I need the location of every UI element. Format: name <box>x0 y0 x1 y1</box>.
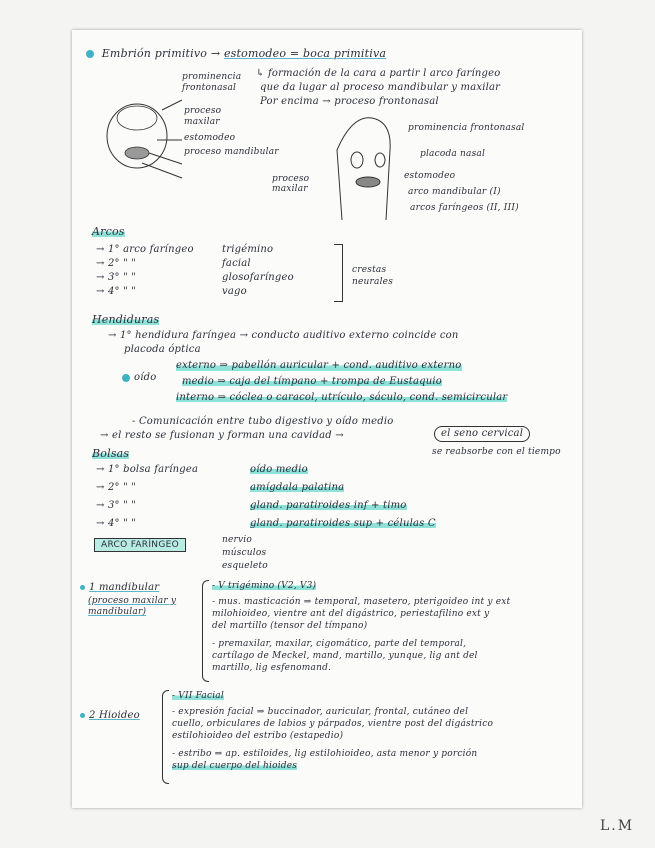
arco1-line-2: - mus. masticación ⇒ temporal, masetero, pterigoideo int y ext <box>212 597 511 607</box>
diag2-left-label: proceso maxilar <box>272 174 310 194</box>
diag1-label-2: proceso maxilar <box>184 106 222 127</box>
bolsas-row-4-left: → 4° " " <box>96 518 137 529</box>
diag2-label-5: arcos faríngeos (II, III) <box>410 203 519 213</box>
bolsas-row-2-left: → 2° " " <box>96 482 137 493</box>
arco1-title: 1 mandibular <box>80 582 159 594</box>
arco2-title: 2 Hioideo <box>80 710 140 722</box>
title-eq: estomodeo = boca primitiva <box>223 47 387 60</box>
seno-cervical-oval: el seno cervical <box>434 426 530 442</box>
oido-item-2: medio ⇒ caja del tímpano + trompa de Eustaquio <box>182 376 442 387</box>
signature: L.M <box>600 818 635 834</box>
arco1-line-5: - premaxilar, maxilar, cigomático, parte del temporal, <box>212 639 467 649</box>
title-line <box>86 48 386 60</box>
diag2-label-3: estomodeo <box>404 171 456 181</box>
intro-line-2: que da lugar al proceso mandibular y maxilar <box>260 82 501 93</box>
bolsas-row-1-right: oído medio <box>250 464 308 475</box>
notes-sheet <box>72 30 582 808</box>
embryo-side-diagram <box>312 110 412 230</box>
af-item-3: esqueleto <box>222 561 268 571</box>
arcos-row-2-right: facial <box>222 258 251 269</box>
bullet-icon <box>86 50 94 58</box>
arco2-line-4: estilohioideo del estribo (estapedio) <box>172 731 344 741</box>
arco-faringeo-box: ARCO FARÍNGEO <box>94 538 186 552</box>
diag1-label-3: estomodeo <box>184 133 236 143</box>
diag1-label-1: prominencia frontonasal <box>182 72 242 93</box>
arco2-line-2: - expresión facial ⇒ buccinador, auricular, frontal, cutáneo del <box>172 707 469 717</box>
arcos-row-4-right: vago <box>222 286 247 297</box>
arcos-row-4-left: → 4° " " <box>96 286 137 297</box>
bullet-icon <box>80 713 85 718</box>
bolsas-row-3-left: → 3° " " <box>96 500 137 511</box>
diag1-label-4: proceso mandibular <box>184 147 279 157</box>
arco1-bracket <box>202 580 209 682</box>
arco2-line-1: - VII Facial <box>172 691 224 701</box>
reabsorbe-line: se reabsorbe con el tiempo <box>432 447 561 457</box>
bullet-icon <box>80 585 85 590</box>
arco2-bracket <box>162 690 169 784</box>
arcos-row-3-right: glosofaríngeo <box>222 272 294 283</box>
title-text: Embrión primitivo <box>101 47 208 60</box>
arco1-line-1: - V trigémino (V2, V3) <box>212 581 317 591</box>
arco1-line-4: del martillo (tensor del tímpano) <box>212 621 368 631</box>
bolsas-row-1-left: → 1° bolsa faríngea <box>96 464 199 475</box>
arcos-bracket <box>334 244 343 302</box>
hendiduras-heading: Hendiduras <box>92 313 160 326</box>
af-item-1: nervio <box>222 535 253 545</box>
comunicacion-line: - Comunicación entre tubo digestivo y oído medio <box>132 416 394 427</box>
arco2-line-6: sup del cuerpo del hioides <box>172 761 298 771</box>
arco1-sub: (proceso maxilar y mandibular) <box>88 596 177 617</box>
bolsas-row-2-right: amígdala palatina <box>250 482 345 493</box>
arcos-row-1-right: trigémino <box>222 244 274 255</box>
diag2-label-1: prominencia frontonasal <box>408 123 525 133</box>
resto-line: → el resto se fusionan y forman una cavidad → <box>100 430 344 441</box>
arco2-line-5: - estribo ⇒ ap. estiloides, lig estilohioideo, asta menor y porción <box>172 749 478 759</box>
bolsas-row-3-right: gland. paratiroides inf + timo <box>250 500 407 511</box>
arcos-row-1-left: → 1° arco faríngeo <box>96 244 194 255</box>
arrow-icon: → <box>210 47 221 60</box>
arcos-row-3-left: → 3° " " <box>96 272 137 283</box>
arcos-heading: Arcos <box>92 225 125 238</box>
hend-line-1: → 1° hendidura faríngea → conducto auditivo externo coincide con <box>108 330 459 341</box>
arco2-line-3: cuello, orbiculares de labios y párpados, vientre post del digástrico <box>172 719 494 729</box>
oido-item-3: interno ⇒ cóclea o caracol, utrículo, sáculo, cond. semicircular <box>176 392 508 403</box>
arcos-bracket-label: crestas neurales <box>352 265 394 287</box>
af-item-2: músculos <box>222 548 267 558</box>
arco1-line-3: milohioideo, vientre ant del digástrico, periestafilino ext y <box>212 609 490 619</box>
oido-label: oído <box>122 372 156 384</box>
arco1-line-7: martillo, lig esfenomand. <box>212 663 332 673</box>
arcos-row-2-left: → 2° " " <box>96 258 137 269</box>
bullet-icon <box>122 374 130 382</box>
intro-line-3: Por encima → proceso frontonasal <box>260 96 439 107</box>
oido-item-1: externo ⇒ pabellón auricular + cond. auditivo externo <box>176 360 462 371</box>
diag2-label-4: arco mandibular (I) <box>408 187 501 197</box>
bolsas-row-4-right: gland. paratiroides sup + células C <box>250 518 436 529</box>
arco1-line-6: cartílago de Meckel, mand, martillo, yunque, lig ant del <box>212 651 478 661</box>
bolsas-heading: Bolsas <box>92 447 130 460</box>
intro-line-1: ↳ formación de la cara a partir l arco faríngeo <box>256 68 501 79</box>
diag2-label-2: placoda nasal <box>420 149 486 159</box>
hend-line-2: placoda óptica <box>124 344 201 355</box>
